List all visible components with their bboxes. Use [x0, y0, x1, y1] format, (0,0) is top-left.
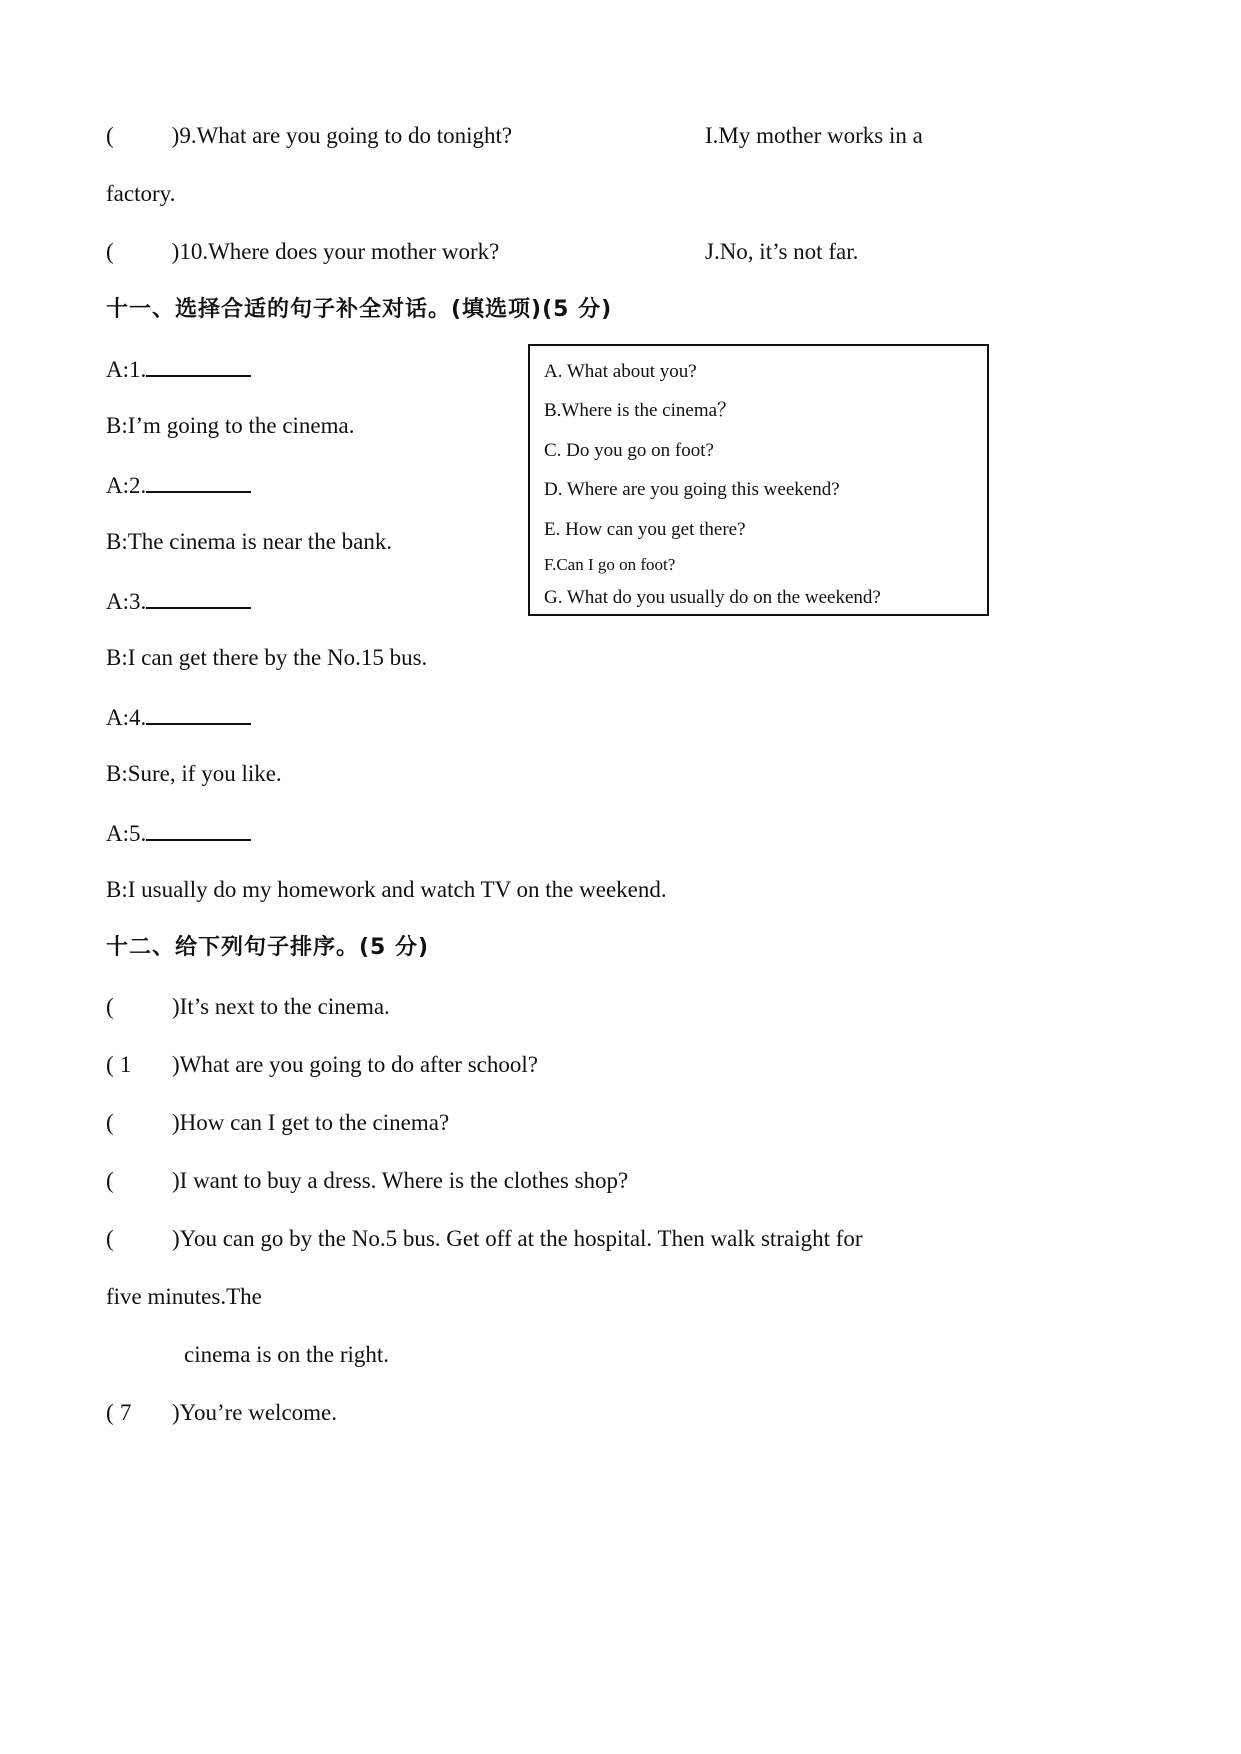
- order-text: )How can I get to the cinema?: [172, 1110, 450, 1135]
- option-b: B.Where is the cinema？: [544, 400, 737, 421]
- option-f: F.Can I go on foot?: [544, 555, 676, 574]
- dialogue-line-b5: B:I usually do my homework and watch TV on the weekend.: [106, 877, 667, 902]
- dialogue-prefix: A:2.: [106, 473, 147, 498]
- options-box: [528, 344, 989, 616]
- matching-answer-i: I.My mother works in a: [705, 123, 923, 148]
- order-item: ( )I want to buy a dress. Where is the clothes shop?: [106, 1168, 629, 1193]
- order-item-cont: cinema is on the right.: [184, 1342, 390, 1367]
- order-number[interactable]: 7: [119, 1400, 132, 1425]
- answer-blank[interactable]: [146, 469, 251, 493]
- option-g: G. What do you usually do on the weekend?: [544, 587, 881, 608]
- close-paren: ): [171, 239, 180, 264]
- order-text: )I want to buy a dress. Where is the clothes shop?: [172, 1168, 629, 1193]
- order-item-cont: five minutes.The: [106, 1284, 262, 1309]
- dialogue-prefix: A:1.: [106, 357, 147, 382]
- order-number[interactable]: 1: [119, 1052, 132, 1077]
- dialogue-line-b3: B:I can get there by the No.15 bus.: [106, 645, 428, 670]
- answer-blank[interactable]: [146, 353, 251, 377]
- section-11-heading: 十一、选择合适的句子补全对话。(填选项)(5 分): [106, 297, 613, 322]
- option-e: E. How can you get there?: [544, 519, 746, 540]
- question-text: 10.Where does your mother work?: [179, 239, 500, 264]
- dialogue-prefix: A:5.: [106, 821, 147, 846]
- order-text: )You’re welcome.: [172, 1400, 338, 1425]
- order-item: ( 7 )You’re welcome.: [106, 1398, 337, 1428]
- section-12-heading: 十二、给下列句子排序。(5 分): [106, 935, 430, 960]
- answer-blank[interactable]: [146, 585, 251, 609]
- close-paren: ): [171, 123, 180, 148]
- open-paren: (: [106, 239, 114, 264]
- dialogue-line-a3: [106, 585, 251, 617]
- dialogue-line-a2: [106, 469, 251, 501]
- dialogue-line-b4: B:Sure, if you like.: [106, 761, 282, 786]
- matching-answer-i-cont: factory.: [106, 181, 176, 206]
- order-text: )You can go by the No.5 bus. Get off at the hospital. Then walk straight for: [172, 1226, 863, 1251]
- dialogue-prefix: A:3.: [106, 589, 147, 614]
- dialogue-prefix: A:4.: [106, 705, 147, 730]
- option-c: C. Do you go on foot?: [544, 440, 714, 461]
- option-a: A. What about you?: [544, 361, 697, 382]
- dialogue-line-a4: [106, 701, 251, 733]
- order-item: ( )You can go by the No.5 bus. Get off at the hospital. Then walk straight for: [106, 1226, 863, 1251]
- matching-q10: [106, 237, 499, 267]
- question-text: 9.What are you going to do tonight?: [179, 123, 513, 148]
- order-text: )It’s next to the cinema.: [172, 994, 390, 1019]
- order-item: ( )It’s next to the cinema.: [106, 994, 390, 1019]
- matching-answer-j: J.No, it’s not far.: [705, 239, 859, 264]
- dialogue-line-a1: [106, 353, 251, 385]
- order-item: ( )How can I get to the cinema?: [106, 1110, 450, 1135]
- order-text: )What are you going to do after school?: [172, 1052, 538, 1077]
- matching-q9: [106, 121, 512, 151]
- open-paren: (: [106, 123, 114, 148]
- answer-blank[interactable]: [146, 817, 251, 841]
- order-item: ( 1 )What are you going to do after school?: [106, 1050, 538, 1080]
- option-d: D. Where are you going this weekend?: [544, 479, 840, 500]
- dialogue-line-a5: [106, 817, 251, 849]
- answer-blank[interactable]: [146, 701, 251, 725]
- dialogue-line-b1: B:I’m going to the cinema.: [106, 413, 355, 438]
- dialogue-line-b2: B:The cinema is near the bank.: [106, 529, 393, 554]
